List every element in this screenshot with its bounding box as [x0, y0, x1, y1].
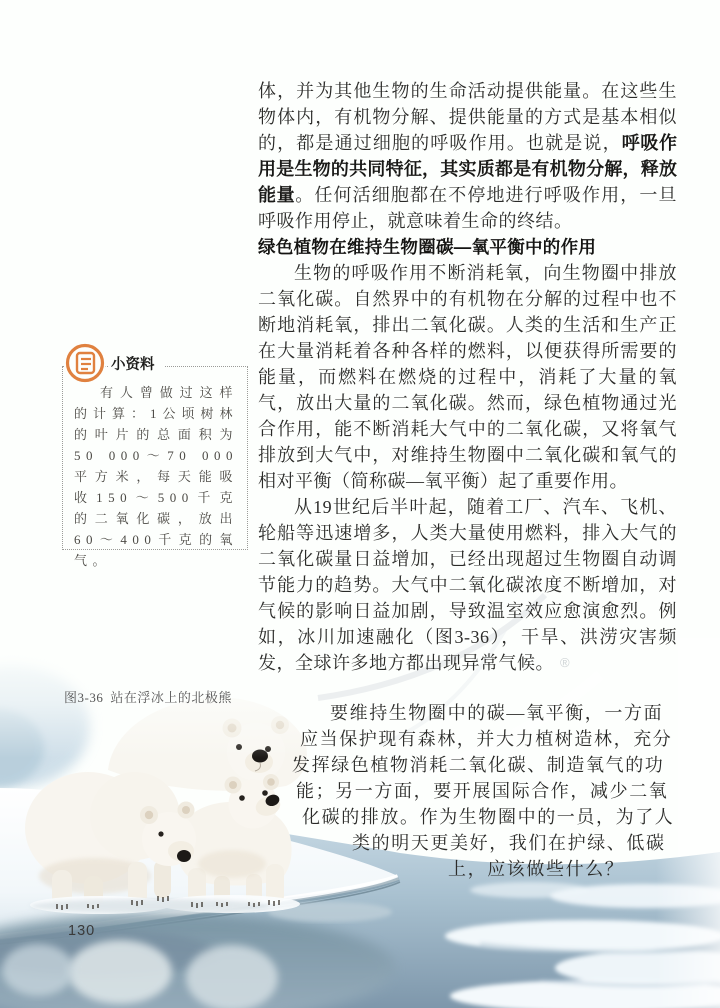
- paragraph-respiration: [258, 78, 677, 234]
- paragraph-respiration-lead: 体，并为其他生物的生命活动提供能量。在这些生物体内，有机物分解、提供能量的方式是基本相似的，都是通过细胞的呼吸作用。也就是说，: [258, 81, 677, 153]
- watermark-registered-mark: ®: [560, 655, 570, 670]
- figure-caption-text: 站在浮冰上的北极熊: [110, 690, 232, 705]
- paragraph-balance-line: 应当保护现有森林，并大力植树造林，充分: [300, 729, 673, 749]
- note-icon: [64, 342, 106, 384]
- paragraph-respiration-key-sentence: 呼吸作用是生物的共同特征，其实质都是有机物分解，释放能量: [258, 133, 678, 205]
- paragraph-balance-line: 发挥绿色植物消耗二氧化碳、制造氧气的功: [292, 755, 665, 775]
- sidebar-title: 小资料: [108, 355, 164, 375]
- paragraph-oxygen-consumption: 生物的呼吸作用不断消耗氧，向生物圈中排放二氧化碳。自然界中的有机物在分解的过程中也不断地消耗氧，排出二氧化碳。人类的生活和生产正在大量消耗着各种各样的燃料，以便获得所需要的能量，而燃料在燃烧的过程中，消耗了大量的氧气，放出大量的二氧化碳。然而，绿色植物通过光合作用，能不断消耗大气中的二氧化碳，又将氧气排放到大气中，对维持生物圈中二氧化碳和氧气的相对平衡（简称碳—氧平衡）起了重要作用。: [258, 263, 677, 491]
- paragraph-balance-line: 化碳的排放。作为生物圈中的一员，为了人: [302, 807, 675, 827]
- paragraph-industrial-co2: 从19世纪后半叶起，随着工厂、汽车、飞机、轮船等迅速增多，人类大量使用燃料，排入大气的二氧化碳量日益增加，已经出现超过生物圈自动调节能力的趋势。大气中二氧化碳浓度不断增加，对气候的影响日益加剧，导致温室效应愈演愈烈。例如，冰川加速融化（图3-36），干旱、洪涝灾害频发，全球许多地方都出现异常气候。: [258, 497, 677, 673]
- figure-caption: [64, 687, 232, 706]
- page-number: 130: [68, 923, 96, 939]
- paragraph-balance-line: 上，应该做些什么？: [448, 859, 625, 879]
- figure-caption-label: 图3-36: [64, 690, 104, 705]
- paragraph-balance-line: 类的明天更美好，我们在护绿、低碳: [352, 833, 666, 853]
- section-heading-carbon-oxygen-balance: 绿色植物在维持生物圈碳—氧平衡中的作用: [258, 237, 597, 257]
- paragraph-respiration-tail: 。任何活细胞都在不停地进行呼吸作用，一旦呼吸作用停止，就意味着生命的终结。: [258, 185, 678, 231]
- main-text-column: [258, 78, 678, 879]
- sidebar-body-text: 有人曾做过这样的计算：1公顷树林的叶片的总面积为50 000～70 000平方米，每天能吸收150～500千克的二氧化碳，放出60～400千克的氧气。: [74, 385, 238, 568]
- paragraph-balance-line: 要维持生物圈中的碳—氧平衡，一方面: [330, 703, 664, 723]
- paragraph-balance-line: 能；另一方面，要开展国际合作，减少二氧: [296, 781, 669, 801]
